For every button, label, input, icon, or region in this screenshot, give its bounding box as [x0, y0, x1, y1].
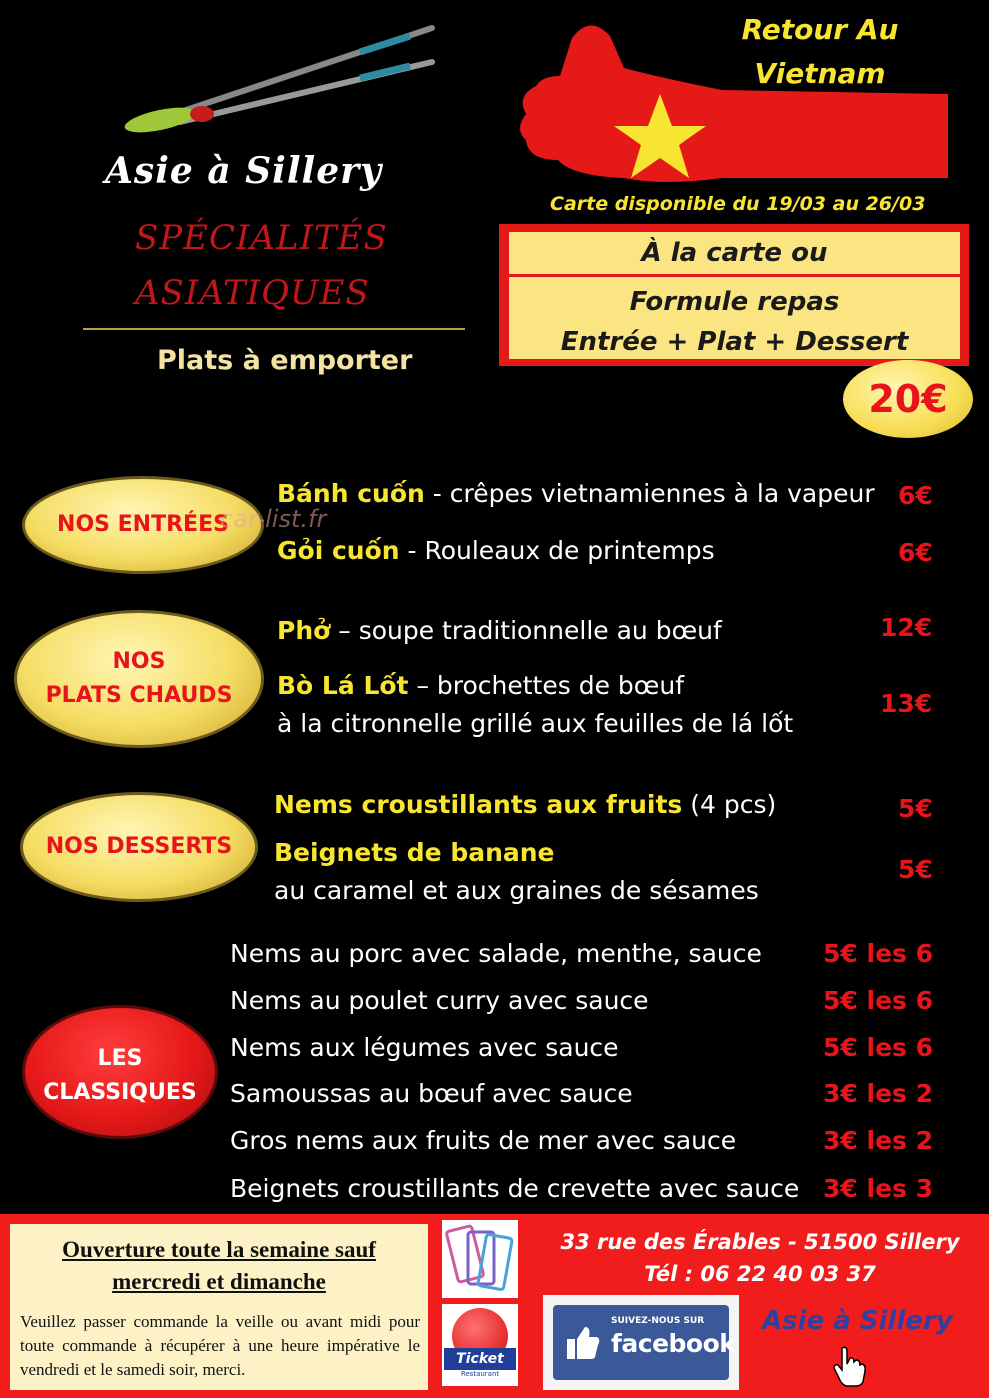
- hours-line1: Ouverture toute la semaine sauf: [62, 1237, 376, 1262]
- ticket-sub: Restaurant: [460, 1370, 500, 1378]
- menu-item: [277, 671, 684, 700]
- section-badge-plats: [14, 610, 264, 748]
- item-desc-line2: au caramel et aux graines de sésames: [274, 876, 759, 905]
- facebook-banner[interactable]: [553, 1305, 736, 1380]
- watermark: car-list.fr: [220, 505, 327, 533]
- payment-icon-tile: [442, 1220, 518, 1298]
- facebook-badge[interactable]: [543, 1295, 739, 1390]
- classic-item: Samoussas au bœuf avec sauce: [230, 1079, 633, 1108]
- ticket-label: Ticket: [444, 1348, 516, 1370]
- item-desc: - crêpes vietnamiennes à la vapeur: [424, 479, 875, 508]
- hours-line2: mercredi et dimanche: [112, 1269, 326, 1294]
- formule-line2: Formule repas: [629, 287, 840, 317]
- item-desc: – soupe traditionnelle au bœuf: [330, 616, 722, 645]
- section-badge-classiques: [22, 1005, 218, 1139]
- banknote-hand-icon: [442, 1220, 518, 1298]
- plats-label-line2: PLATS CHAUDS: [45, 683, 233, 708]
- facebook-page-name[interactable]: Asie à Sillery: [762, 1306, 953, 1336]
- formule-line3: Entrée + Plat + Dessert: [560, 327, 909, 357]
- menu-item: [277, 479, 875, 508]
- formule-price: 20€: [843, 360, 973, 438]
- phone: Tél : 06 22 40 03 37: [644, 1262, 876, 1286]
- classiques-label-line2: CLASSIQUES: [43, 1080, 197, 1105]
- item-price: 6€: [898, 481, 933, 510]
- classic-item: Gros nems aux fruits de mer avec sauce: [230, 1126, 737, 1155]
- formule-lines: [509, 282, 960, 362]
- theme-line1: Retour Au: [741, 13, 899, 46]
- chopsticks-logo: [120, 22, 440, 137]
- facebook-wordmark: facebook: [611, 1329, 736, 1358]
- classic-item: Beignets croustillants de crevette avec sauce: [230, 1174, 800, 1203]
- item-name: Gỏi cuốn: [277, 536, 400, 565]
- formule-separator: [509, 274, 960, 277]
- classic-price: 3€ les 3: [823, 1174, 933, 1203]
- pointer-hand-icon: [830, 1344, 870, 1388]
- item-desc: (4 pcs): [682, 790, 777, 819]
- item-name: Beignets de banane: [274, 838, 555, 867]
- item-price: 5€: [898, 855, 933, 884]
- classic-price: 3€ les 2: [823, 1079, 933, 1108]
- specialites-line1: SPÉCIALITÉS: [135, 218, 388, 258]
- restaurant-name: Asie à Sillery: [105, 150, 382, 192]
- classiques-label-line1: LES: [97, 1046, 143, 1071]
- plats-label-line1: NOS: [112, 649, 166, 674]
- item-name: Bánh cuốn: [277, 479, 425, 508]
- item-name: Phở: [277, 616, 331, 645]
- menu-item: [274, 790, 776, 819]
- classic-price: 5€ les 6: [823, 1033, 933, 1062]
- theme-title: [740, 8, 900, 96]
- takeaway-label: Plats à emporter: [157, 345, 413, 376]
- opening-hours-title: [10, 1234, 428, 1298]
- contact-info: [560, 1226, 960, 1290]
- item-price: 5€: [898, 794, 933, 823]
- divider: [83, 328, 465, 330]
- item-price: 6€: [898, 538, 933, 567]
- item-name: Bò Lá Lốt: [277, 671, 409, 700]
- item-desc: – brochettes de bœuf: [408, 671, 685, 700]
- classic-price: 5€ les 6: [823, 939, 933, 968]
- availability-dates: Carte disponible du 19/03 au 26/03: [550, 193, 926, 215]
- section-badge-desserts: [20, 792, 258, 902]
- opening-hours-box: [10, 1224, 428, 1390]
- formule-inner: [509, 232, 960, 359]
- item-desc-line2: à la citronnelle grillé aux feuilles de lá lốt: [277, 709, 794, 738]
- thumbs-up-icon: [565, 1323, 601, 1363]
- menu-item: [274, 838, 555, 867]
- ticket-restaurant-logo: [442, 1304, 518, 1386]
- classic-item: Nems au porc avec salade, menthe, sauce: [230, 939, 762, 968]
- order-note: Veuillez passer commande la veille ou avant midi pour toute commande à récupérer à une heure impérative le vendredi et le samedi soir, merci.: [20, 1312, 420, 1379]
- address: 33 rue des Érables - 51500 Sillery: [560, 1230, 960, 1254]
- item-name: Nems croustillants aux fruits: [274, 790, 683, 819]
- specialites-line2: ASIATIQUES: [135, 273, 370, 313]
- item-desc: - Rouleaux de printemps: [399, 536, 715, 565]
- menu-item: [277, 616, 722, 645]
- desserts-label: NOS DESSERTS: [45, 834, 233, 859]
- formule-box: [499, 224, 969, 366]
- classic-item: Nems aux légumes avec sauce: [230, 1033, 619, 1062]
- classic-price: 5€ les 6: [823, 986, 933, 1015]
- item-price: 13€: [880, 689, 933, 718]
- footer: [0, 1214, 989, 1398]
- item-price: 12€: [880, 613, 933, 642]
- menu-item: [277, 536, 715, 565]
- facebook-follow-text: SUIVEZ-NOUS SUR: [611, 1316, 705, 1326]
- theme-line2: Vietnam: [754, 57, 886, 90]
- formule-line1: À la carte ou: [641, 238, 828, 268]
- classic-item: Nems au poulet curry avec sauce: [230, 986, 649, 1015]
- classic-price: 3€ les 2: [823, 1126, 933, 1155]
- entrees-label: NOS ENTRÉES: [57, 512, 229, 537]
